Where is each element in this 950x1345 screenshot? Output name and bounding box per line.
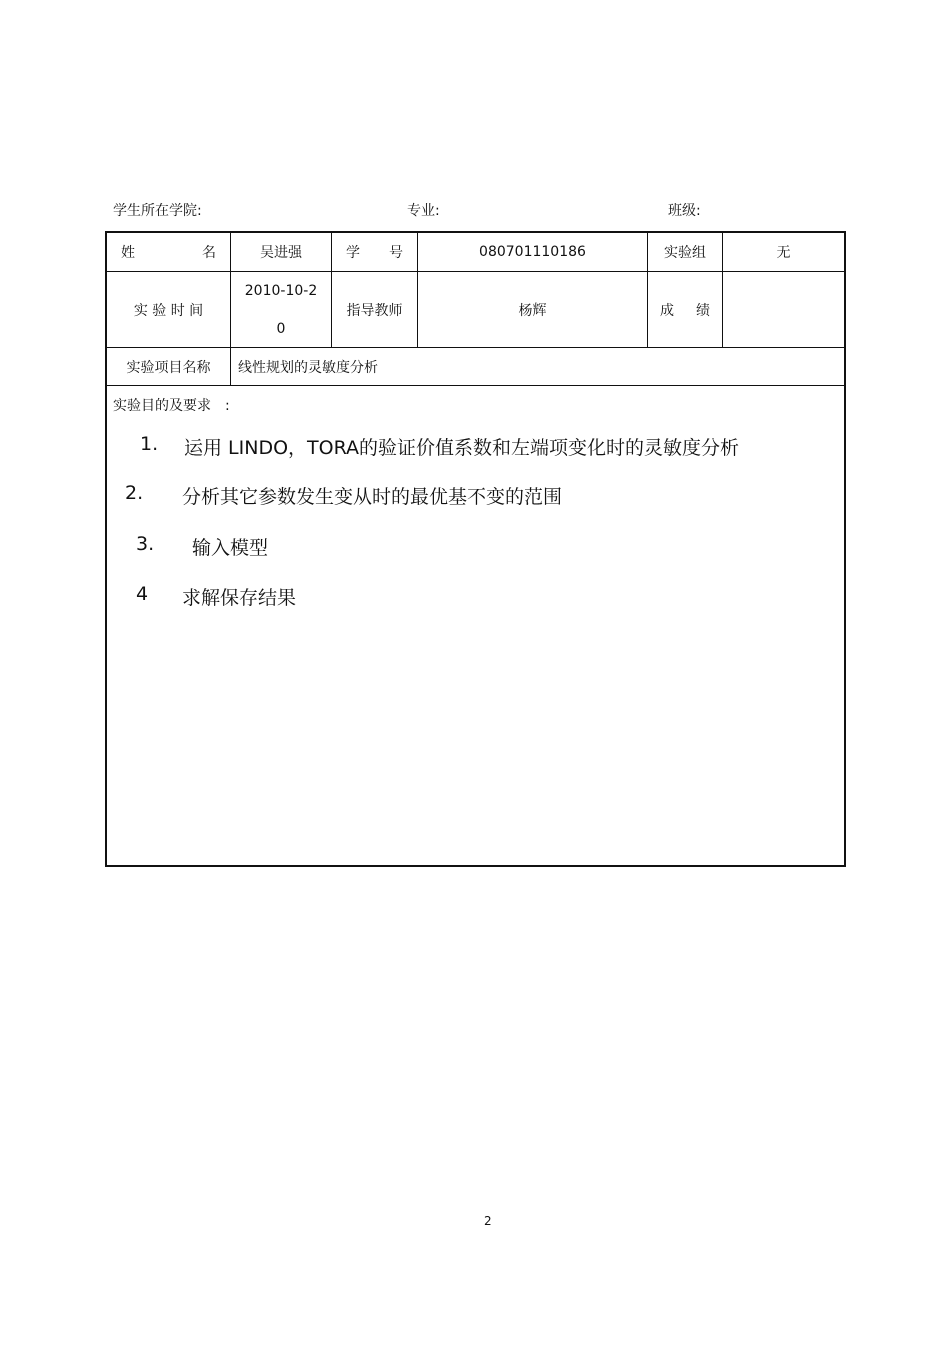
teacher-value: 杨辉 (518, 302, 547, 319)
time-value-line: 2010-10-2 (244, 282, 318, 299)
experiment-report-table (105, 231, 846, 867)
score-value (723, 272, 844, 347)
requirement-text: 分析其它参数发生变从时的最优基不变的范围 (182, 486, 563, 508)
requirement-text: 输入模型 (192, 537, 269, 559)
major-label: 专业: (407, 203, 440, 219)
name-label (107, 233, 230, 271)
group-label: 实验组 (664, 245, 706, 261)
score-label-char: 成 (660, 302, 674, 319)
class-label: 班级: (668, 203, 701, 219)
requirement-number: 4 (136, 583, 149, 605)
row-divider (107, 385, 844, 386)
requirement-text: 运用 LINDO，TORA的验证价值系数和左端项变化时的灵敏度分析 (184, 437, 740, 459)
score-label-char: 绩 (696, 302, 710, 319)
teacher-label: 指导教师 (346, 302, 403, 319)
student-id-value: 080701110186 (479, 244, 586, 260)
id-label-char: 号 (389, 245, 403, 261)
requirement-number: 1. (140, 433, 159, 455)
id-label-char: 学 (346, 245, 360, 261)
name-value: 吴进强 (260, 245, 302, 261)
purpose-label: 实验目的及要求 : (113, 398, 230, 414)
project-name-label: 实验项目名称 (126, 359, 211, 376)
student-id-label (332, 233, 417, 271)
page-number: 2 (484, 1214, 492, 1228)
requirement-number: 2. (125, 482, 144, 504)
requirement-number: 3. (136, 533, 155, 555)
name-label-char: 姓 (121, 245, 135, 261)
project-name-value: 线性规划的灵敏度分析 (238, 359, 378, 376)
time-value-line: 0 (276, 320, 286, 337)
group-value: 无 (776, 245, 791, 261)
time-label: 实 验 时 间 (133, 302, 204, 319)
requirement-text: 求解保存结果 (182, 587, 297, 609)
time-value (231, 272, 331, 347)
score-label (648, 272, 722, 347)
name-label-char: 名 (202, 245, 216, 261)
college-label: 学生所在学院: (113, 203, 202, 219)
